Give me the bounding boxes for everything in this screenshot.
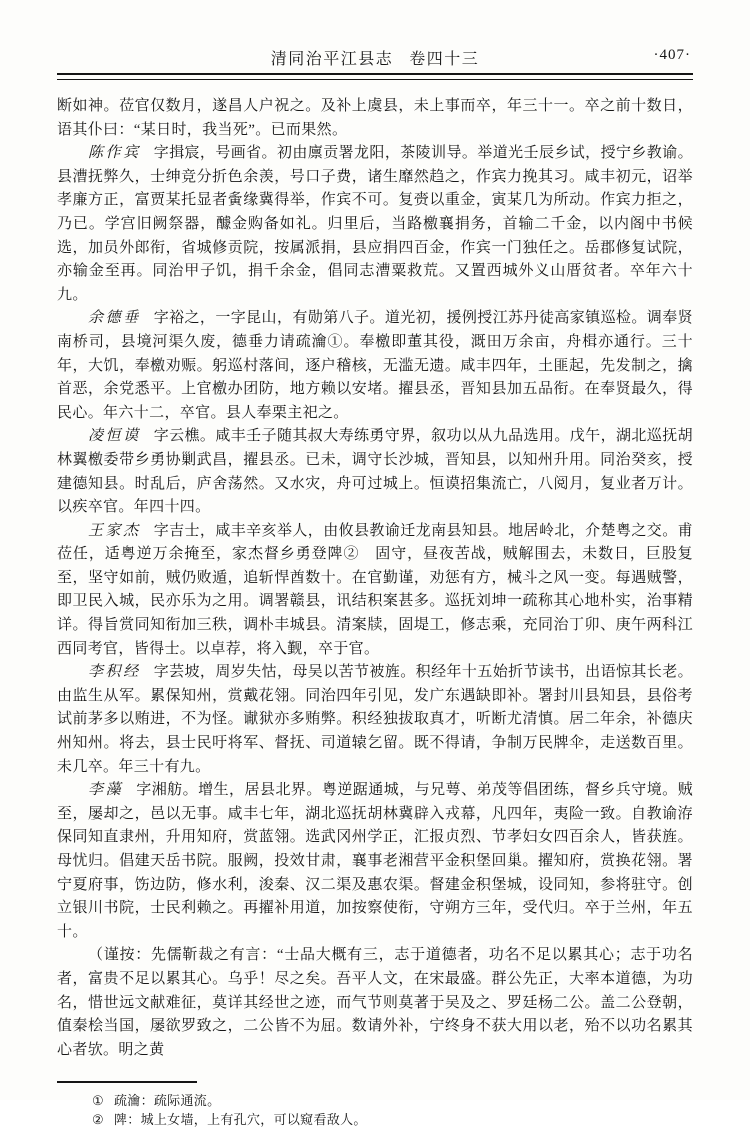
header-rule <box>57 73 693 80</box>
paragraph-text: 字芸坡，周岁失怙，母吴以苦节被旌。积经年十五始折节读书，出语惊其长老。由监生从军。累保知州，赏戴花翎。同治四年引见，发广东遇缺即补。署封川县知县，县俗考试前茅多以贿进，不为怪。谳狱亦多贿弊。积经独拔取真才，听断尤清慎。居二年余，补德庆州知州。将去，县士民吁将军、督抚、司道辕乞留。既不得请，争制万民牌伞，走送数百里。未几卒。年三十有九。 <box>57 664 693 775</box>
footnote-list <box>57 1092 693 1129</box>
footnote-text: 疏瀹：疏际通流。 <box>113 1093 221 1109</box>
person-name: 余德垂 <box>88 310 141 327</box>
person-name: 王家杰 <box>88 522 141 539</box>
paragraph-text: 字吉士，咸丰辛亥举人，由攸县教谕迁龙南县知县。地居岭北，介楚粤之交。甫莅任，适粤逆万余掩至，家杰督乡勇登陴② 固守，昼夜苦战，贼解围去，未数日，巨股复至，坚守如前，贼仍败遁，追斩悍酋数十。在官勤谨，劝惩有方，械斗之风一变。每遇贼警，即卫民入城，民亦乐为之用。调署赣县，讯结积案甚多。巡抚刘坤一疏称其心地朴实，治事精详。得旨赏同知衔加三秩，调朴丰城县。清案牍，固堤工，修志乘，充同治丁卯、庚午两科江西同考官，皆得士。以卓荐，将入觐，卒于官。 <box>57 522 693 657</box>
paragraph-list <box>57 95 693 1062</box>
paragraph-text: 字云樵。咸丰壬子随其叔大寿练勇守界，叙功以从九品选用。戊午，湖北巡抚胡林翼檄委带乡勇协剿武昌，擢县丞。已未，调守长沙城，晋知县，以知州升用。同治癸亥，授建德知县。时乱后，庐舍荡然。又水灾，舟可过城上。恒谟招集流亡，八阅月，复业者万计。以疾卒官。年四十四。 <box>57 428 693 516</box>
footnote-item <box>57 1092 693 1111</box>
paragraph-text: 字揖宸，号画省。初由廪贡署龙阳，茶陵训导。举道光壬辰乡试，授宁乡教谕。县漕抚弊久，士绅竞分折色余羡，号口子费，诸生靡然趋之，作宾力挽其习。咸丰初元，诏举孝廉方正，富贾某托显者夤缘冀得举，作宾不可。复赍以重金，寅某几为所动。作宾力拒之，乃已。学宫旧阙祭器，醵金购备如礼。归里后，当路檄襄捐务，首输二千金，以内阁中书候选，加员外郎衔，省城修贡院，按属派捐，县应捐四百金，作宾一门独任之。岳郡修复试院，亦输金至再。同治甲子饥，捐千余金，倡同志漕粟救荒。又置西城外义山厝贫者。卒年六十九。 <box>57 145 693 303</box>
person-name: 李藻 <box>88 782 124 799</box>
footnote-section <box>57 1081 693 1129</box>
paragraph-text: （谨按：先儒靳裁之有言：“士品大概有三，志于道德者，功名不足以累其心；志于功名者，富贵不足以累其心。乌乎！尽之矣。吾平人文，在宋最盛。群公先正，大率本道德，为功名，惜世远文献难征，莫详其经世之迹，而气节则莫著于吴及之、罗廷杨二公。盖二公登朝，值秦桧当国，屡欲罗致之，二公皆不为屈。数请外补，宁终身不获大用以老，殆不以功名累其心者欤。明之黄 <box>57 947 693 1058</box>
volume-label: 卷四十三 <box>409 51 480 68</box>
paragraph-text: 字湘舫。增生，居县北界。粤逆踞通城，与兄萼、弟茂等倡团练，督乡兵守境。贼至，屡却之，邑以无事。咸丰七年，湖北巡抚胡林冀辟入戎幕，凡四年，夷险一致。自教谕洊保同知直隶州，升用知府，赏蓝翎。选武冈州学正，汇报贞烈、节孝妇女四百余人，皆获旌。母忧归。倡建天岳书院。服阙，投效甘肃，襄事老湘营平金积堡回巢。擢知府，赏换花翎。署宁夏府事，饬边防，修水利，浚秦、汉二渠及惠农渠。督建金积堡城，设同知，参将驻守。创立银川书院，士民利赖之。再擢补用道，加按察使衔，守朔方三年，受代归。卒于兰州，年五十。 <box>57 782 693 940</box>
person-name: 凌恒谟 <box>88 428 141 445</box>
body-text <box>57 95 693 1062</box>
page-number: ·407· <box>653 47 691 63</box>
paragraph <box>57 95 693 142</box>
paragraph <box>57 661 693 779</box>
paragraph <box>57 425 693 519</box>
paragraph-text: 断如神。莅官仅数月，遂昌人户祝之。及补上虞县，未上事而卒，年三十一。卒之前十数日，语其仆曰：“某日时，我当死”。已而果然。 <box>57 98 693 138</box>
book-title: 清同治平江县志 <box>270 51 394 68</box>
paragraph <box>57 520 693 662</box>
footnote-marker: ② <box>92 1111 104 1127</box>
page-header <box>57 46 693 66</box>
running-title <box>57 46 693 69</box>
footnote-text: 陴：城上女墙，上有孔穴，可以窥看敌人。 <box>113 1111 367 1127</box>
footnote-marker: ① <box>92 1093 104 1109</box>
paragraph <box>57 779 693 944</box>
person-name: 陈作宾 <box>88 145 141 162</box>
paragraph <box>57 142 693 307</box>
paragraph <box>57 307 693 425</box>
person-name: 李积经 <box>88 664 141 681</box>
footnote-item <box>57 1111 693 1129</box>
paragraph-text: 字裕之，一字昆山，有勋第八子。道光初，援例授江苏丹徒高家镇巡检。调奉贤南桥司，县境河渠久废，德垂力请疏瀹①。奉檄即董其役，溉田万余亩，舟楫亦通行。三十年，大饥，奉檄劝赈。躬巡村落间，逐户稽核，无滥无遗。咸丰四年，土匪起，先发制之，擒首恶，余党悉平。上官檄办团防，地方赖以安堵。擢县丞，晋知县加五品衔。在奉贤最久，得民心。年六十二，卒官。县人奉栗主祀之。 <box>57 310 693 421</box>
footnote-divider <box>57 1081 197 1083</box>
paragraph <box>57 944 693 1062</box>
